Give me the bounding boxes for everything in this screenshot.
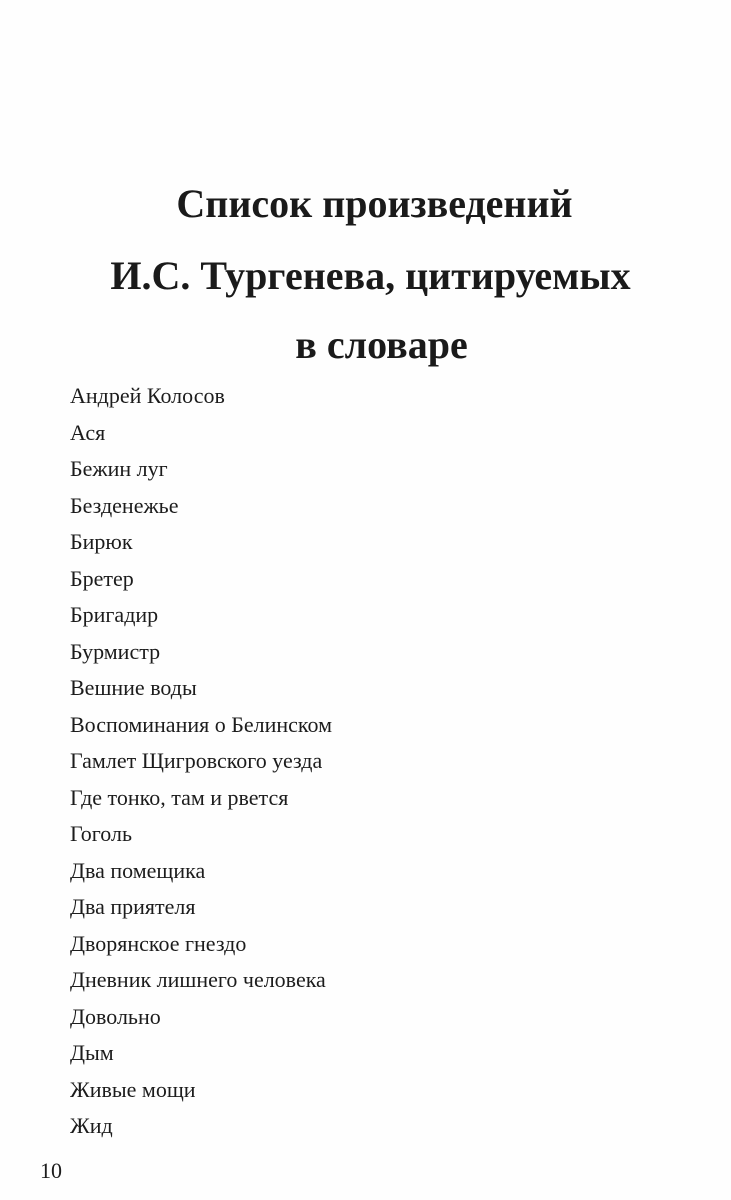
work-item: Безденежье — [70, 492, 179, 518]
title-line-2: И.С. Тургенева, цитируемых — [110, 253, 631, 298]
work-item: Ася — [70, 419, 106, 445]
work-item: Жид — [70, 1113, 113, 1138]
page-number: 10 — [40, 1158, 62, 1183]
work-item: Два приятеля — [70, 894, 196, 919]
work-item: Дым — [70, 1040, 114, 1065]
work-item: Дворянское гнездо — [70, 930, 247, 956]
work-item: Довольно — [70, 1003, 161, 1029]
title-line-1: Список произведений — [176, 181, 573, 226]
work-item: Гоголь — [70, 821, 132, 846]
work-item: Андрей Колосов — [70, 383, 225, 408]
work-item: Бежин луг — [70, 456, 168, 481]
title-line-3: в словаре — [295, 322, 468, 367]
work-item: Два помещика — [70, 857, 206, 883]
work-item: Живые мощи — [70, 1076, 196, 1102]
work-item: Воспоминания о Белинском — [70, 711, 333, 737]
work-item: Вешние воды — [70, 675, 197, 700]
work-item: Бретер — [70, 565, 134, 591]
work-item: Дневник лишнего человека — [70, 967, 326, 992]
work-item: Бурмистр — [70, 638, 161, 664]
page-title — [0, 168, 731, 378]
work-item: Где тонко, там и рвется — [70, 784, 289, 810]
work-item: Бригадир — [70, 602, 159, 627]
work-item: Гамлет Щигровского уезда — [70, 748, 323, 773]
works-list — [70, 378, 332, 1145]
work-item: Бирюк — [70, 529, 133, 554]
